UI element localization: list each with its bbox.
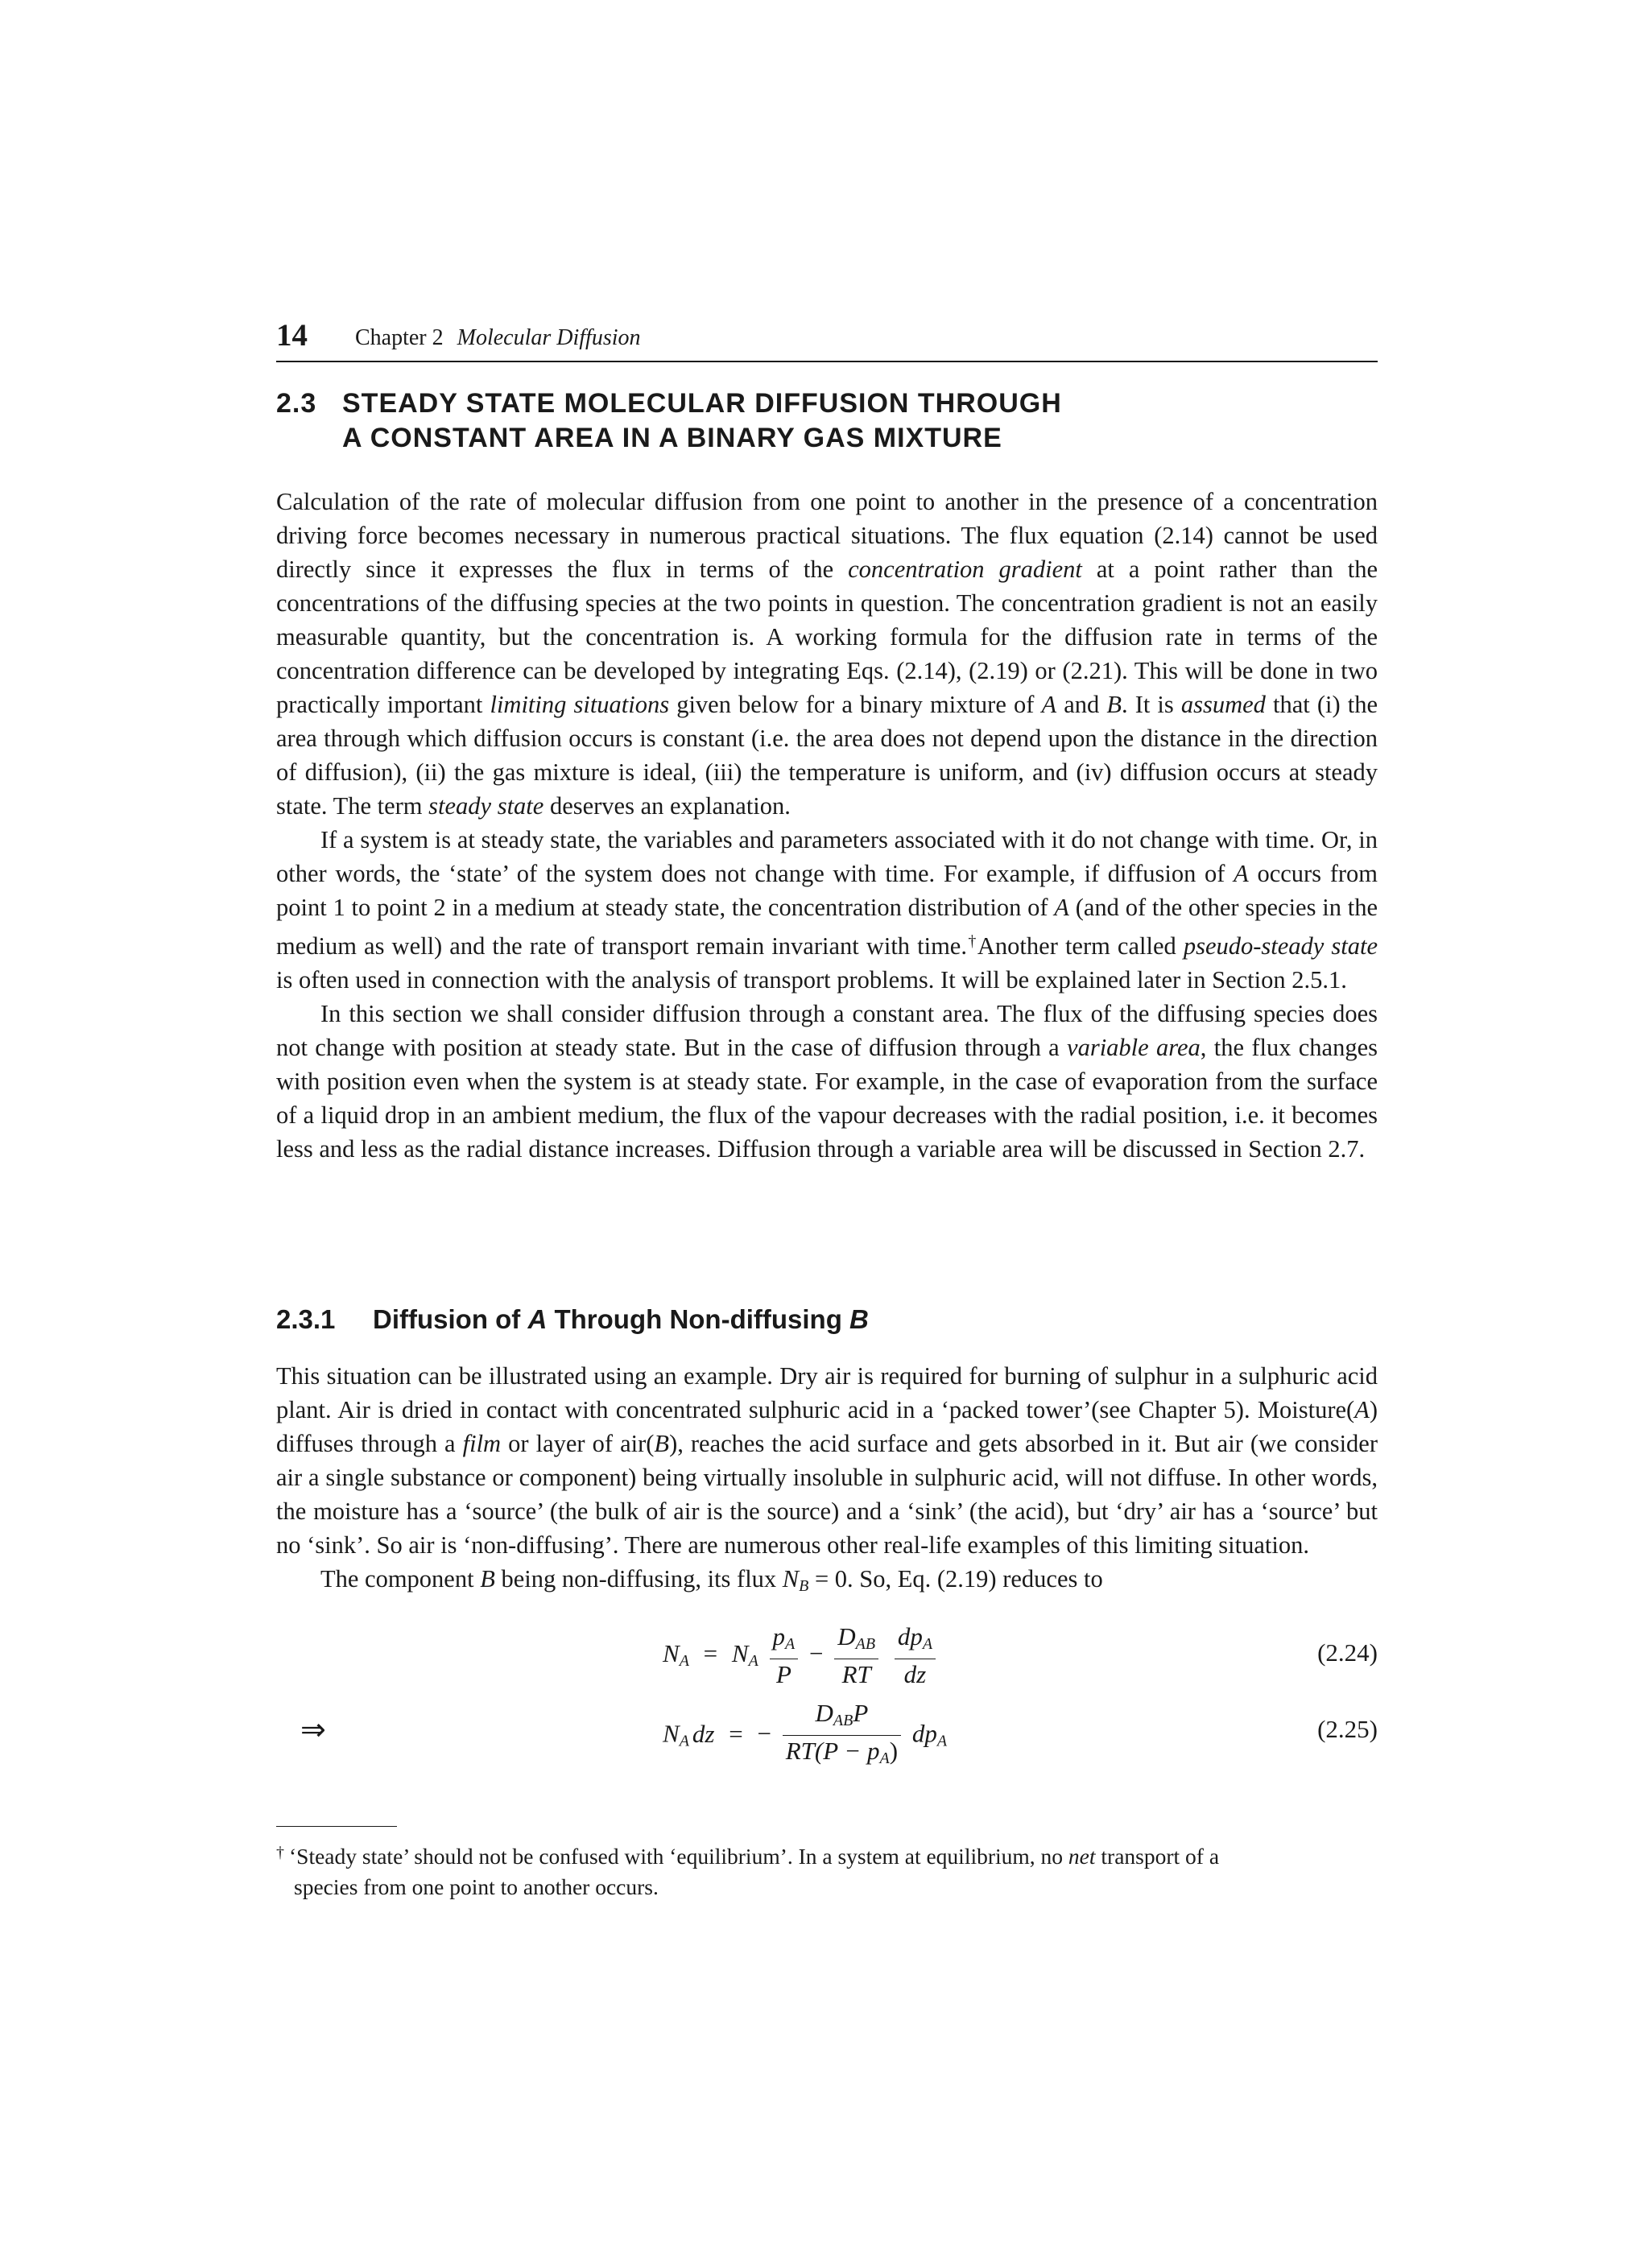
footnote [276,1837,1378,1902]
equation-2-24-formula: $N_A = N_A$ $\frac{p_A}{P}$ − $\frac{D_{AB}}{RT}$ $\frac{dp_A}{dz}$ [663,1622,940,1690]
emphasis-concentration-gradient: concentration gradient [848,556,1082,583]
emphasis-pseudo-steady-state: pseudo-steady state [1183,932,1378,960]
dagger-mark: † [276,1844,284,1861]
equation-number: (2.24) [1317,1638,1378,1667]
emphasis-variable-area: variable area [1067,1034,1201,1061]
section-heading [276,386,1378,456]
subsection-heading: 2.3.1 Diffusion of A Through Non-diffusing B [276,1304,869,1334]
section-title-line2: A CONSTANT AREA IN A BINARY GAS MIXTURE [342,423,1002,453]
footnote-line-1: † ‘Steady state’ should not be confused with ‘equilibrium’. In a system at equilibrium, no net transport of a [276,1844,1220,1869]
section-heading-line1 [276,386,1378,421]
chapter-title: Molecular Diffusion [457,325,641,350]
subsection-text [276,1359,1378,1603]
emphasis-assumed: assumed [1180,691,1266,718]
emphasis-limiting-situations: limiting situations [490,691,670,718]
section-number: 2.3 [276,388,317,419]
equation-2-25 [276,1699,1378,1771]
intro-text [276,485,1378,1166]
book-page [276,0,1378,2268]
chapter-number: Chapter 2 [355,325,444,350]
equation-number: (2.25) [1317,1715,1378,1743]
subsection-number: 2.3.1 [276,1304,336,1334]
intro-paragraph-2: If a system is at steady state, the variables and parameters associated with it do not change with time. Or, in other words, the ‘state’ of the system does not change with time. For example, if diffusion of A occurs from point 1 to point 2 in a medium at steady state, the concentration distribution of A (and of the other species in the medium as well) and the rate of transport remain invariant with time.†Another term called pseudo-steady state is often used in connection with the analysis of transport problems. It will be explained later in Section 2.5.1. [276,826,1378,994]
equation-2-24 [276,1622,1378,1695]
footnote-line-2: species from one point to another occurs. [294,1874,659,1899]
chapter-label [355,325,641,351]
section-title-line1: STEADY STATE MOLECULAR DIFFUSION THROUGH [342,388,1062,419]
subsection-paragraph-2: The component B being non-diffusing, its flux $N_B = 0$. So, Eq. (2.19) reduces to [320,1565,1103,1595]
equation-2-25-formula: $N_A$ dz = − $\frac{D_{AB}P}{RT(P - p_A)}$ $dp_A$ [663,1699,947,1774]
footnote-divider [276,1826,397,1827]
fraction-pA-over-P: $\frac{p_A}{P}$ [770,1622,799,1690]
page-number: 14 [276,318,308,353]
fraction-dpA-over-dz: $\frac{dp_A}{dz}$ [895,1622,936,1690]
intro-paragraph-3: In this section we shall consider diffusion through a constant area. The flux of the diffusing species does not change with position at steady state. But in the case of diffusion through a variable area, the flux changes with position even when the system is at steady state. For example, in the case of evaporation from the surface of a liquid drop in an ambient medium, the flux of the vapour decreases with the radial position, i.e. it becomes less and less as the radial distance increases. Diffusion through a variable area will be discussed in Section 2.7. [276,1000,1378,1163]
fraction-DABP-over-RT-P-minus-pA: $\frac{D_{AB}P}{RT(P - p_A)}$ [783,1699,901,1774]
emphasis-film: film [462,1430,502,1457]
emphasis-steady-state: steady state [428,792,544,820]
intro-paragraph-1: Calculation of the rate of molecular diffusion from one point to another in the presence of a concentration driving force becomes necessary in numerous practical situations. The flux equation (2.14) cannot be used directly since it expresses the flux in terms of the concentration gradient at a point rather than the concentrations of the diffusing species at the two points in question. The concentration gradient is not an easily measurable quantity, but the concentration is. A working formula for the diffusion rate in terms of the concentration difference can be developed by integrating Eqs. (2.14), (2.19) or (2.21). This will be done in two practically important limiting situations given below for a binary mixture of A and B. It is assumed that (i) the area through which diffusion occurs is constant (i.e. the area does not depend upon the distance in the direction of diffusion), (ii) the gas mixture is ideal, (iii) the temperature is uniform, and (iv) diffusion occurs at steady state. The term steady state deserves an explanation. [276,488,1378,820]
running-head [276,316,1378,362]
fraction-DAB-over-RT: $\frac{D_{AB}}{RT}$ [834,1622,878,1690]
implies-arrow-icon: ⇒ [300,1713,326,1747]
subsection-paragraph-1: This situation can be illustrated using an example. Dry air is required for burning of sulphur in a sulphuric acid plant. Air is dried in contact with concentrated sulphuric acid in a ‘packed tower’(see Chapter 5). Moisture(A) diffuses through a film or layer of air(B), reaches the acid surface and gets absorbed in it. But air (we consider air a single substance or component) being virtually insoluble in sulphuric acid, will not diffuse. In other words, the moisture has a ‘source’ (the bulk of air is the source) and a ‘sink’ (the acid), but ‘dry’ air has a ‘source’ but no ‘sink’. So air is ‘non-diffusing’. There are numerous other real-life examples of this limiting situation. [276,1362,1378,1559]
footnote-reference[interactable]: † [966,932,977,950]
